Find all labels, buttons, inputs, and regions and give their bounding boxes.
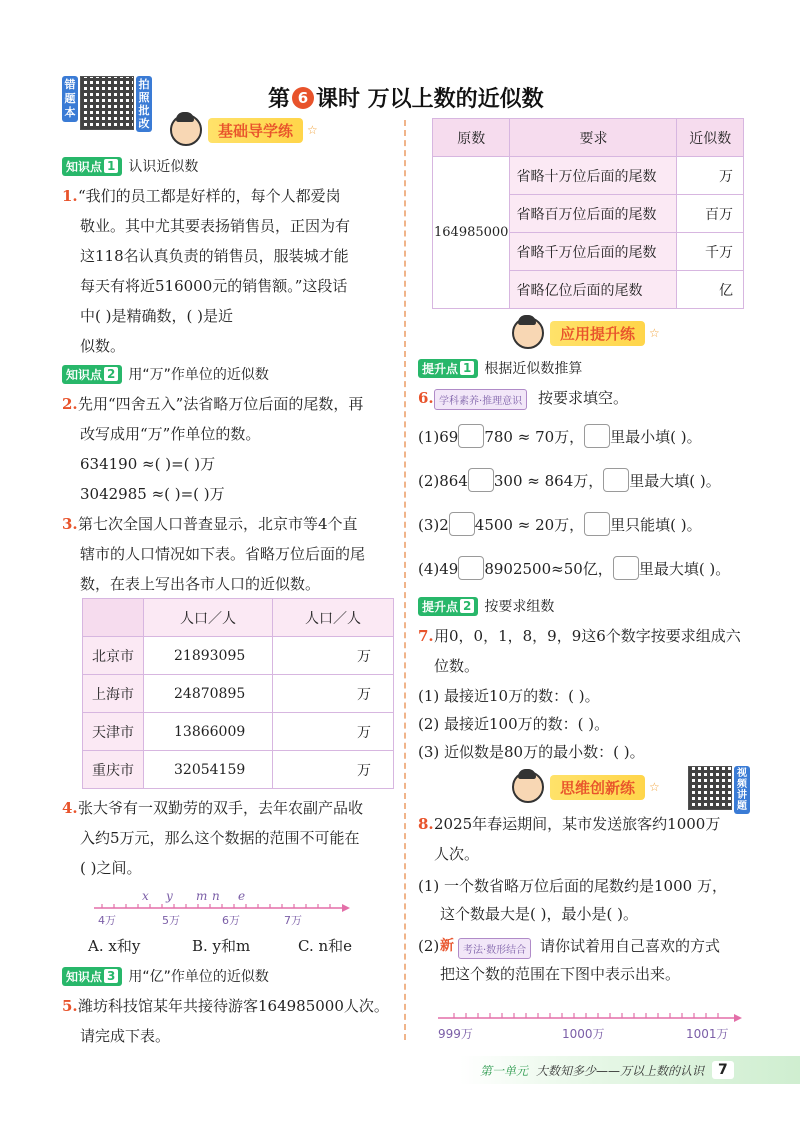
q7-item: (2) 最接近100万的数：( )。 [418,715,610,733]
section-think [512,772,660,802]
table-header: 人口／人 [273,599,394,637]
star-icon: ☆ [307,123,318,137]
section-basic-title: 基础导学练 [208,118,303,143]
q6-item [418,468,721,492]
q5-table [432,118,744,309]
title-prefix: 第 [268,87,291,112]
kp-text: 根据近似数推算 [484,361,583,377]
q1-line: 每天有将近516000元的销售额。”这段话 [80,277,348,295]
q6-item-b: 8902500≈50亿， [484,560,613,578]
q8-line: 人次。 [434,845,480,863]
table-corner [83,599,144,637]
answer-cell[interactable]: 百万 [677,195,744,233]
axis-letter: y [166,889,173,903]
digit-box[interactable] [603,468,629,492]
q8-number-line[interactable] [436,1004,746,1046]
q6-item-c: 里最大填( )。 [638,560,731,578]
q8-sub2-line: 请你试着用自己喜欢的方式 [540,937,721,955]
q6-item-a: (4)49 [418,560,459,578]
q5-num: 5. [62,997,78,1015]
requirement-cell: 省略百万位后面的尾数 [510,195,677,233]
new-badge: 新 [440,938,454,954]
original-number-cell: 164985000 [433,157,510,309]
city-cell: 北京市 [83,637,144,675]
digit-box[interactable] [468,468,494,492]
option-c[interactable]: C. n和e [298,937,353,955]
kp-tag: 知识点 [66,367,103,382]
upgrade-point-1 [418,358,582,378]
q4-line: 张大爷有一双勤劳的双手，去年农副产品收 [78,799,364,817]
q1-line: 中( )是精确数，( )是近 [80,307,233,325]
option-a[interactable]: A. x和y [88,937,141,955]
student-face-icon [170,114,202,146]
q1-line: 似数。 [80,337,126,355]
answer-cell[interactable]: 万 [273,751,394,789]
section-basic [170,115,318,145]
kp-text: 用“亿”作单位的近似数 [128,969,269,985]
kp-text: 用“万”作单位的近似数 [128,367,269,383]
q2-line: 3042985 ≈( )=( )万 [80,485,225,503]
q6-intro: 按要求填空。 [538,389,629,407]
kp-num: 1 [104,159,118,173]
table-header: 原数 [433,119,510,157]
q1-line: 敬业。其中尤其要表扬销售员，正因为有 [80,217,351,235]
q6-item-c: 里最小填( )。 [610,428,702,446]
star-icon: ☆ [649,780,660,794]
q8-sub2-line: 把这个数的范围在下图中表示出来。 [440,965,681,983]
q2-line: 634190 ≈( )=( )万 [80,455,216,473]
digit-box[interactable] [458,424,484,448]
footer-title: 大数知多少——万以上数的认识 [536,1063,705,1078]
q3-line: 辖市的人口情况如下表。省略万位后面的尾 [80,545,366,563]
axis-tick-label: 7万 [284,914,302,927]
q2-line: 先用“四舍五入”法省略万位后面的尾数，再 [78,395,364,413]
pop-cell: 32054159 [144,751,273,789]
axis-tick-label: 999万 [438,1027,473,1041]
q7-item: (1) 最接近10万的数：( )。 [418,687,600,705]
footer-unit: 第一单元 [480,1063,529,1078]
pop-cell: 24870895 [144,675,273,713]
kp-text: 认识近似数 [128,159,199,175]
option-b[interactable]: B. y和m [192,937,251,955]
q3-line: 数，在表上写出各市人口的近似数。 [80,575,321,593]
axis-letter: e [238,889,246,903]
q1-line: “我们的员工都是好样的，每个人都爱岗 [78,187,341,205]
kp-tag: 知识点 [66,159,103,174]
digit-box[interactable] [458,556,484,580]
knowledge-point-3 [62,966,269,986]
answer-cell[interactable]: 万 [273,675,394,713]
student-face-icon [512,771,544,803]
literacy-badge: 学科素养·推理意识 [434,389,527,410]
section-apply-title: 应用提升练 [550,321,645,346]
digit-box[interactable] [584,424,610,448]
q7-line: 位数。 [434,657,480,675]
photo-correct-tag: 拍照批改 [136,76,152,132]
q7-item: (3) 近似数是80万的最小数：( )。 [418,743,645,761]
q6-item-c: 里只能填( )。 [610,516,702,534]
q6-item [418,512,702,536]
q6-item-b: 780 ≈ 70万， [484,428,585,446]
q1-line: 这118名认真负责的销售员，服装城才能 [80,247,349,265]
page-title [268,82,544,113]
section-apply [512,318,660,348]
q6-item-c: 里最大填( )。 [629,472,721,490]
kp-tag: 提升点 [422,599,459,614]
population-table [82,598,394,789]
q8-sub1: (1) 一个数省略万位后面的尾数约是1000 万， [418,877,727,895]
q2-line: 改写成用“万”作单位的数。 [80,425,261,443]
title-suffix: 课时 万以上数的近似数 [316,87,544,112]
digit-box[interactable] [584,512,610,536]
answer-cell[interactable]: 亿 [677,271,744,309]
q6-item-b: 300 ≈ 864万， [493,472,604,490]
axis-tick-label: 5万 [162,914,180,927]
column-divider [404,120,406,1040]
knowledge-point-2 [62,364,269,384]
pop-cell: 21893095 [144,637,273,675]
q6-item-a: (2)864 [418,472,468,490]
table-row [83,713,394,751]
q4-number-line [92,888,352,932]
wrong-book-tag: 错题本 [62,76,78,122]
table-header: 近似数 [677,119,744,157]
q3-num: 3. [62,515,78,533]
answer-cell[interactable]: 万 [273,713,394,751]
video-tag: 视频讲题 [734,766,750,814]
q4-num: 4. [62,799,78,817]
digit-box[interactable] [613,556,639,580]
kp-tag: 知识点 [66,969,103,984]
section-think-title: 思维创新练 [550,775,645,800]
requirement-cell: 省略十万位后面的尾数 [510,157,677,195]
q6-item-a: (3)2 [418,516,449,534]
q8-line: 2025年春运期间，某市发送旅客约1000万 [434,815,721,833]
answer-cell[interactable]: 万 [677,157,744,195]
axis-tick-label: 6万 [222,914,240,927]
axis-letter: n [212,889,220,903]
star-icon: ☆ [649,326,660,340]
q4-line: ( )之间。 [80,859,142,877]
exam-method-badge: 考法·数形结合 [458,938,531,959]
requirement-cell: 省略亿位后面的尾数 [510,271,677,309]
q8-num: 8. [418,815,434,833]
q2-num: 2. [62,395,78,413]
axis-tick-label: 4万 [98,914,116,927]
q5-line: 潍坊科技馆某年共接待游客164985000人次。 [78,997,389,1015]
q7-line: 用0，0，1，8，9，9这6个数字按要求组成六 [434,627,741,645]
q7-num: 7. [418,627,434,645]
kp-num: 3 [104,969,118,983]
city-cell: 天津市 [83,713,144,751]
kp-text: 按要求组数 [484,599,555,615]
q6-item-b: 4500 ≈ 20万， [474,516,585,534]
lesson-number-badge: 6 [292,87,314,109]
kp-tag: 提升点 [422,361,459,376]
table-row [83,637,394,675]
digit-box[interactable] [449,512,475,536]
video-qr-code-icon[interactable] [688,766,732,810]
qr-code-icon[interactable] [80,76,134,130]
q6-item [418,424,702,448]
q6-item-a: (1)69 [418,428,459,446]
axis-letter: m [196,889,208,903]
q1-num: 1. [62,187,78,205]
kp-num: 2 [460,599,474,613]
q8-sub1: 这个数最大是( )，最小是( )。 [440,905,638,923]
table-header: 人口／人 [144,599,273,637]
requirement-cell: 省略千万位后面的尾数 [510,233,677,271]
student-face-icon [512,317,544,349]
axis-tick-label: 1001万 [686,1027,729,1041]
city-cell: 重庆市 [83,751,144,789]
kp-num: 2 [104,367,118,381]
q4-line: 入约5万元，那么这个数据的范围不可能在 [80,829,360,847]
q6-num: 6. [418,389,434,407]
table-header: 要求 [510,119,677,157]
answer-cell[interactable]: 千万 [677,233,744,271]
knowledge-point-1 [62,156,198,176]
answer-cell[interactable]: 万 [273,637,394,675]
q8-sub2-label: (2) [418,937,440,955]
q6-item [418,556,730,580]
city-cell: 上海市 [83,675,144,713]
table-row [83,751,394,789]
q3-line: 第七次全国人口普查显示，北京市等4个直 [78,515,358,533]
axis-letter: x [142,889,149,903]
pop-cell: 13866009 [144,713,273,751]
upgrade-point-2 [418,596,554,616]
axis-tick-label: 1000万 [562,1027,605,1041]
table-row [433,157,744,195]
q5-line: 请完成下表。 [80,1027,171,1045]
table-row [83,675,394,713]
kp-num: 1 [460,361,474,375]
page-number: 7 [712,1061,734,1079]
footer-bar [460,1056,800,1084]
